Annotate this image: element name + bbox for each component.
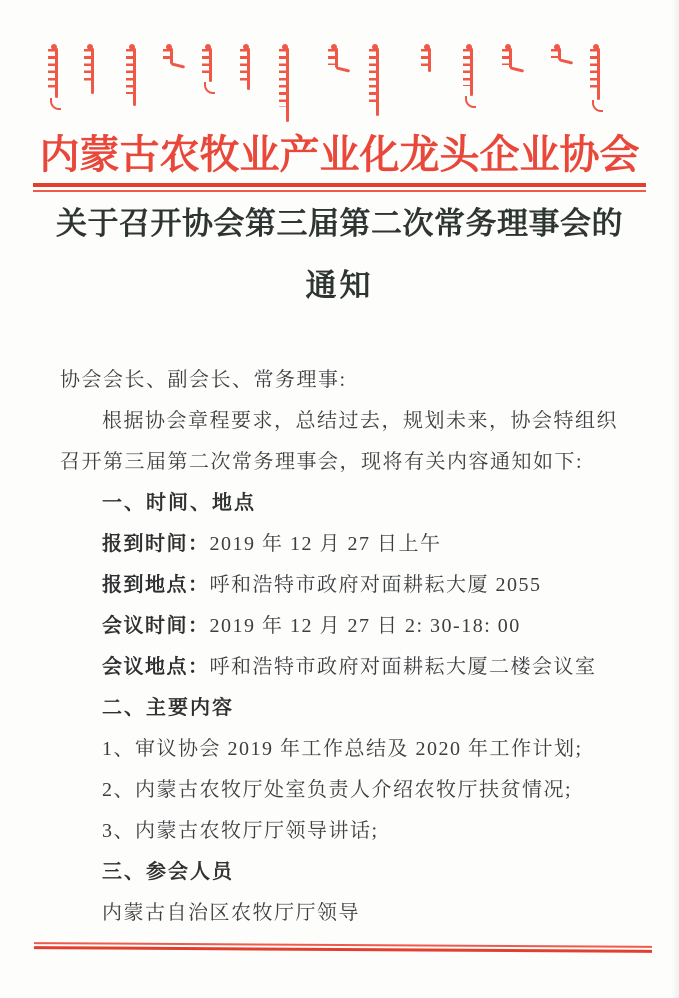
mongolian-word: [369, 48, 391, 116]
mongolian-word: [163, 48, 185, 64]
doc-title-line2: 通知: [305, 268, 374, 303]
salutation: 协会会长、副会长、常务理事:: [60, 369, 347, 391]
notice-body: [60, 360, 626, 934]
attendee-line: 内蒙古自治区农牧厅厅领导: [102, 902, 360, 924]
checkin-place-row: [60, 565, 626, 606]
footer-double-rule: [34, 942, 652, 953]
meeting-time-row: [60, 606, 626, 647]
mongolian-word: [502, 48, 524, 68]
meeting-place-value: 呼和浩特市政府对面耕耘大厦二楼会议室: [209, 656, 597, 678]
intro-paragraph-line2: 召开第三届第二次常务理事会，现将有关内容通知如下:: [60, 451, 584, 473]
checkin-time-label: 报到时间：: [102, 533, 210, 555]
mongolian-word: [590, 48, 612, 100]
mongolian-word: [48, 48, 70, 98]
mongolian-word: [279, 48, 301, 122]
section1-heading: 一、时间、地点: [102, 492, 256, 514]
meeting-time-label: 会议时间：: [102, 615, 210, 637]
checkin-time-row: [60, 524, 626, 565]
meeting-time-value: 2019 年 12 月 27 日 2: 30-18: 00: [209, 615, 521, 637]
mongolian-word: [463, 48, 485, 96]
section2-heading: 二、主要内容: [102, 697, 234, 719]
mongolian-word: [126, 48, 148, 106]
doc-title-line1: 关于召开协会第三届第二次常务理事会的: [56, 206, 623, 241]
mongolian-word: [421, 48, 443, 72]
mongolian-word: [202, 48, 224, 82]
checkin-place-value: 呼和浩特市政府对面耕耘大厦 2055: [209, 574, 542, 596]
mongolian-word: [240, 48, 262, 90]
mongolian-word: [328, 48, 350, 68]
meeting-place-label: 会议地点：: [102, 656, 210, 678]
header-double-rule: [33, 183, 646, 192]
agenda-item-2: 2、内蒙古农牧厅处室负责人介绍农牧厅扶贫情况;: [102, 779, 573, 801]
mongolian-word: [551, 48, 573, 60]
section3-heading: 三、参会人员: [102, 861, 234, 883]
mongolian-word: [84, 48, 106, 94]
org-title: 内蒙古农牧业产业化龙头企业协会: [39, 132, 640, 177]
meeting-place-row: [60, 647, 626, 688]
checkin-place-label: 报到地点：: [102, 574, 210, 596]
agenda-item-1: 1、审议协会 2019 年工作总结及 2020 年工作计划;: [102, 738, 583, 760]
checkin-time-value: 2019 年 12 月 27 日上午: [209, 533, 442, 555]
agenda-item-3: 3、内蒙古农牧厅厅领导讲话;: [102, 820, 379, 842]
intro-paragraph-line1: 根据协会章程要求，总结过去，规划未来，协会特组织: [102, 410, 618, 432]
